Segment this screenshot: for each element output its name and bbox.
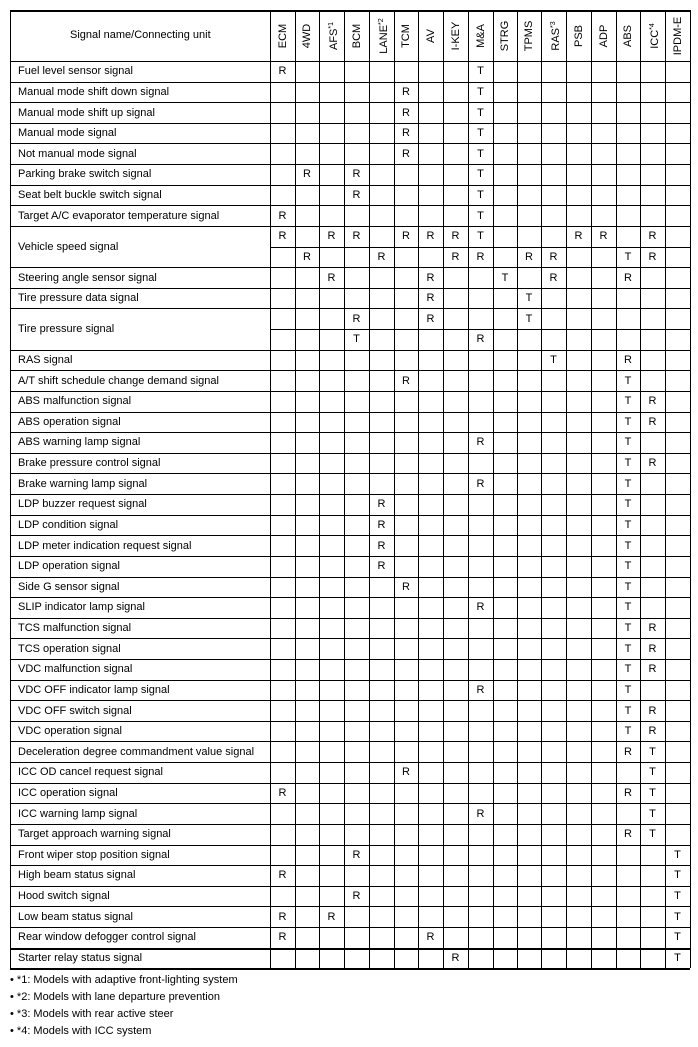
- row-line: [10, 577, 690, 578]
- signal-mark-av: R: [426, 230, 435, 243]
- column-line: [665, 10, 666, 968]
- signal-mark-4wd: R: [303, 168, 311, 181]
- unit-header-ikey: I-KEY: [449, 21, 462, 51]
- signal-name-cell: ABS operation signal: [18, 415, 121, 428]
- signal-name-cell: LDP buzzer request signal: [18, 498, 147, 511]
- column-line: [369, 10, 370, 968]
- signal-name-cell: Steering angle sensor signal: [18, 271, 157, 284]
- signal-name-cell: ICC operation signal: [18, 787, 118, 799]
- signal-mark-tcm: R: [402, 374, 410, 387]
- signal-mark-av: R: [426, 292, 435, 305]
- signal-mark-abs: T: [624, 457, 632, 470]
- signal-name-cell: RAS signal: [18, 353, 73, 366]
- row-line: [10, 205, 690, 206]
- signal-name-cell: TCS malfunction signal: [18, 622, 132, 635]
- row-line: [10, 535, 690, 536]
- row-line: [10, 886, 690, 887]
- signal-mark-ma: T: [477, 209, 484, 222]
- signal-name-cell: Brake pressure control signal: [18, 457, 161, 470]
- row-line: [10, 432, 690, 433]
- row-subline: [270, 247, 690, 248]
- signal-mark-abs: T: [624, 622, 632, 635]
- signal-mark-ma: T: [477, 189, 484, 202]
- unit-header-ecm: ECM: [276, 23, 289, 49]
- table-heavy-rule: [10, 968, 690, 970]
- signal-mark-ecm: R: [278, 787, 287, 799]
- signal-mark-ecm: R: [278, 209, 287, 222]
- row-line: [10, 865, 690, 866]
- signal-mark-abs: T: [624, 642, 632, 655]
- signal-mark-bcm: R: [352, 848, 361, 861]
- row-line: [10, 164, 690, 165]
- signal-mark-tpms: R: [525, 250, 533, 263]
- signal-mark-bcm: R: [352, 312, 361, 325]
- row-line: [10, 845, 690, 846]
- signal-mark-ipdme: T: [674, 869, 681, 882]
- unit-header-tcm: TCM: [400, 24, 412, 48]
- row-line: [10, 680, 690, 681]
- signal-name-cell: Parking brake switch signal: [18, 168, 152, 181]
- row-line: [10, 597, 690, 598]
- unit-header-tpms: TPMS: [523, 20, 535, 52]
- signal-mark-abs: T: [624, 560, 632, 573]
- signal-mark-bcm: R: [352, 890, 361, 903]
- signal-mark-icc: T: [649, 807, 656, 820]
- signal-name-cell: VDC malfunction signal: [18, 663, 133, 676]
- signal-name-cell: LDP condition signal: [18, 518, 119, 531]
- row-line: [10, 762, 690, 763]
- signal-mark-lane: R: [377, 539, 386, 552]
- signal-mark-abs: R: [624, 828, 632, 841]
- unit-header-strg: STRG: [499, 20, 511, 52]
- signal-name-cell: Low beam status signal: [18, 910, 133, 923]
- signal-mark-abs: T: [624, 518, 632, 531]
- signal-name-cell: ICC warning lamp signal: [18, 807, 138, 820]
- signal-mark-ma: R: [476, 601, 485, 614]
- signal-name-header: Signal name/Connecting unit: [70, 29, 211, 41]
- signal-name-cell: ABS warning lamp signal: [18, 436, 141, 449]
- signal-mark-ma: R: [476, 436, 485, 449]
- signal-mark-abs: T: [624, 601, 632, 614]
- row-line: [10, 906, 690, 907]
- signal-mark-ma: R: [476, 250, 485, 263]
- row-line: [10, 927, 690, 928]
- unit-header-lane: LANE$^{*2}$: [377, 18, 390, 54]
- unit-header-4wd: 4WD: [301, 23, 313, 49]
- row-line: [10, 308, 690, 309]
- row-line: [10, 721, 690, 722]
- signal-mark-tcm: R: [402, 147, 410, 160]
- column-line: [616, 10, 617, 968]
- signal-name-cell: Vehicle speed signal: [18, 240, 119, 253]
- signal-mark-abs: T: [624, 539, 632, 552]
- signal-mark-adp: R: [599, 230, 608, 243]
- signal-name-cell: Target A/C evaporator temperature signal: [18, 209, 220, 222]
- row-line: [10, 453, 690, 454]
- signal-name-cell: SLIP indicator lamp signal: [18, 601, 145, 614]
- signal-mark-abs: R: [624, 271, 632, 284]
- row-line: [10, 824, 690, 825]
- row-line: [10, 143, 690, 144]
- signal-name-cell: ABS malfunction signal: [18, 395, 132, 408]
- signal-name-cell: Fuel level sensor signal: [18, 65, 133, 78]
- signal-mark-strg: T: [501, 271, 509, 284]
- unit-header-icc: ICC$^{*4}$: [648, 23, 661, 49]
- row-line: [10, 515, 690, 516]
- signal-mark-tcm: R: [402, 127, 410, 140]
- unit-header-psb: PSB: [572, 25, 585, 48]
- unit-header-av: AV: [424, 29, 437, 43]
- signal-mark-tcm: R: [402, 580, 410, 593]
- signal-name-cell: Manual mode signal: [18, 127, 117, 140]
- signal-mark-tcm: R: [402, 106, 410, 119]
- signal-mark-icc: R: [648, 230, 657, 243]
- signal-name-cell: VDC OFF indicator lamp signal: [18, 683, 170, 696]
- signal-mark-abs: T: [624, 704, 632, 717]
- column-line: [591, 10, 592, 968]
- signal-mark-lane: R: [377, 560, 386, 573]
- signal-mark-icc: T: [649, 766, 656, 779]
- row-line: [10, 185, 690, 186]
- left-border: [10, 10, 11, 968]
- signal-mark-icc: T: [649, 787, 656, 799]
- row-line: [10, 494, 690, 495]
- signal-mark-ipdme: T: [674, 931, 681, 944]
- signal-mark-ecm: R: [278, 230, 287, 243]
- column-line: [443, 10, 444, 968]
- signal-mark-ma: T: [477, 85, 484, 98]
- signal-mark-psb: R: [574, 230, 583, 243]
- signal-mark-ipdme: T: [674, 910, 681, 923]
- signal-mark-abs: T: [624, 415, 632, 428]
- signal-mark-icc: R: [648, 663, 657, 676]
- unit-header-adp: ADP: [597, 24, 610, 48]
- column-line: [418, 10, 419, 968]
- row-line: [10, 803, 690, 804]
- signal-mark-lane: R: [377, 498, 386, 511]
- row-line: [10, 391, 690, 392]
- signal-mark-ipdme: T: [674, 848, 681, 861]
- signal-name-cell: Seat belt buckle switch signal: [18, 189, 162, 202]
- signal-name-cell: Manual mode shift down signal: [18, 85, 170, 98]
- signal-mark-abs: T: [624, 580, 632, 593]
- signal-name-cell: High beam status signal: [18, 869, 136, 882]
- signal-mark-av: R: [426, 271, 435, 284]
- footnote: • *2: Models with lane departure prevention: [10, 991, 220, 1003]
- signal-mark-abs: T: [624, 436, 632, 449]
- signal-mark-afs: R: [327, 230, 336, 243]
- signal-mark-afs: R: [327, 910, 336, 923]
- signal-mark-ipdme: T: [674, 951, 681, 964]
- signal-mark-ma: R: [476, 333, 485, 346]
- signal-mark-tpms: T: [525, 312, 533, 325]
- row-subline: [270, 329, 690, 330]
- signal-mark-ecm: R: [278, 910, 287, 923]
- column-line: [493, 10, 494, 968]
- signal-mark-ma: R: [476, 477, 485, 490]
- signal-mark-icc: R: [648, 395, 657, 408]
- signal-mark-ma: T: [477, 65, 484, 78]
- signal-mark-abs: T: [624, 498, 632, 511]
- row-line: [10, 288, 690, 289]
- signal-mark-icc: R: [648, 457, 657, 470]
- table-top-border: [10, 10, 690, 12]
- unit-header-bcm: BCM: [350, 23, 363, 49]
- row-line: [10, 370, 690, 371]
- column-line: [344, 10, 345, 968]
- footnote: • *1: Models with adaptive front-lighting system: [10, 974, 238, 986]
- row-line: [10, 556, 690, 557]
- row-line: [10, 412, 690, 413]
- signal-mark-afs: R: [327, 271, 336, 284]
- column-line: [295, 10, 296, 968]
- signal-mark-4wd: R: [303, 250, 311, 263]
- column-line: [517, 10, 518, 968]
- row-line: [10, 82, 690, 83]
- signal-mark-ipdme: T: [674, 890, 681, 903]
- signal-mark-ma: R: [476, 683, 485, 696]
- signal-mark-ma: T: [477, 127, 484, 140]
- signal-mark-bcm: R: [352, 168, 361, 181]
- signal-mark-lane: R: [377, 250, 386, 263]
- signal-mark-ikey: R: [451, 230, 460, 243]
- footnote: • *3: Models with rear active steer: [10, 1008, 174, 1020]
- signal-mark-tcm: R: [402, 230, 410, 243]
- column-line: [394, 10, 395, 968]
- signal-mark-icc: R: [648, 725, 657, 738]
- signal-name-cell: Hood switch signal: [18, 890, 110, 903]
- signal-name-cell: TCS operation signal: [18, 642, 121, 655]
- signal-name-cell: Tire pressure data signal: [18, 292, 139, 305]
- column-line: [541, 10, 542, 968]
- table-heavy-rule: [10, 948, 690, 950]
- signal-mark-ikey: R: [451, 951, 460, 964]
- signal-mark-bcm: T: [353, 333, 360, 346]
- row-line: [10, 741, 690, 742]
- signal-mark-icc: T: [649, 828, 656, 841]
- signal-mark-ma: T: [477, 147, 484, 160]
- signal-name-cell: Deceleration degree commandment value signal: [18, 745, 255, 758]
- row-line: [10, 783, 690, 784]
- row-line: [10, 226, 690, 227]
- signal-name-cell: Not manual mode signal: [18, 147, 137, 160]
- signal-name-cell: Brake warning lamp signal: [18, 477, 148, 490]
- signal-mark-ma: T: [477, 230, 484, 243]
- signal-mark-ma: T: [477, 168, 484, 181]
- signal-mark-icc: R: [648, 250, 657, 263]
- unit-header-ras: RAS$^{*3}$: [549, 21, 562, 51]
- signal-mark-ma: R: [476, 807, 485, 820]
- signal-mark-tpms: T: [525, 292, 533, 305]
- signal-mark-abs: T: [624, 374, 632, 387]
- unit-header-afs: AFS$^{*1}$: [327, 21, 340, 51]
- signal-name-cell: Target approach warning signal: [18, 828, 171, 841]
- signal-mark-ecm: R: [278, 869, 287, 882]
- row-line: [10, 350, 690, 351]
- signal-mark-icc: R: [648, 704, 657, 717]
- signal-mark-av: R: [426, 931, 435, 944]
- signal-name-cell: LDP operation signal: [18, 560, 120, 573]
- signal-mark-ras: R: [549, 250, 558, 263]
- signal-mark-icc: R: [648, 622, 657, 635]
- signal-name-cell: Rear window defogger control signal: [18, 931, 196, 944]
- signal-name-cell: Tire pressure signal: [18, 323, 115, 336]
- signal-mark-abs: T: [624, 683, 632, 696]
- signal-name-cell: VDC OFF switch signal: [18, 704, 132, 717]
- row-line: [10, 473, 690, 474]
- signal-mark-tcm: R: [402, 766, 410, 779]
- signal-name-cell: Starter relay status signal: [18, 951, 143, 964]
- unit-header-abs: ABS: [622, 25, 634, 48]
- signal-mark-ikey: R: [451, 250, 460, 263]
- signal-mark-icc: R: [648, 415, 657, 428]
- signal-mark-abs: R: [624, 353, 632, 366]
- signal-mark-abs: R: [624, 745, 632, 758]
- signal-mark-abs: T: [624, 663, 632, 676]
- signal-name-cell: VDC operation signal: [18, 725, 122, 738]
- column-line: [319, 10, 320, 968]
- column-line: [640, 10, 641, 968]
- signal-name-cell: Side G sensor signal: [18, 580, 120, 593]
- footnote: • *4: Models with ICC system: [10, 1025, 152, 1037]
- signal-mark-av: R: [426, 312, 435, 325]
- signal-mark-lane: R: [377, 518, 386, 531]
- header-bottom-border: [10, 61, 690, 62]
- signal-mark-icc: T: [649, 745, 656, 758]
- row-line: [10, 102, 690, 103]
- signal-mark-icc: R: [648, 642, 657, 655]
- row-line: [10, 618, 690, 619]
- signal-mark-abs: T: [624, 725, 632, 738]
- signal-mark-abs: T: [624, 395, 632, 408]
- column-line: [468, 10, 469, 968]
- row-line: [10, 659, 690, 660]
- signal-mark-abs: R: [624, 787, 632, 799]
- signal-name-cell: ICC OD cancel request signal: [18, 766, 163, 779]
- column-line: [690, 10, 691, 968]
- signal-mark-bcm: R: [352, 189, 361, 202]
- column-line: [270, 10, 271, 968]
- signal-name-cell: LDP meter indication request signal: [18, 539, 192, 552]
- row-line: [10, 638, 690, 639]
- signal-mark-ras: R: [549, 271, 558, 284]
- unit-header-ma: M&A: [474, 24, 487, 48]
- column-line: [566, 10, 567, 968]
- signal-mark-bcm: R: [352, 230, 361, 243]
- row-line: [10, 123, 690, 124]
- row-line: [10, 700, 690, 701]
- signal-name-cell: A/T shift schedule change demand signal: [18, 374, 219, 387]
- signal-mark-ma: T: [477, 106, 484, 119]
- row-line: [10, 267, 690, 268]
- signal-mark-tcm: R: [402, 85, 410, 98]
- signal-mark-ecm: R: [278, 65, 287, 78]
- signal-name-cell: Manual mode shift up signal: [18, 106, 155, 119]
- signal-mark-abs: T: [624, 477, 632, 490]
- unit-header-ipdme: IPDM-E: [671, 16, 684, 56]
- signal-mark-ras: T: [550, 353, 557, 366]
- signal-mark-ecm: R: [278, 931, 287, 944]
- signal-mark-abs: T: [624, 250, 632, 263]
- signal-name-cell: Front wiper stop position signal: [18, 848, 170, 861]
